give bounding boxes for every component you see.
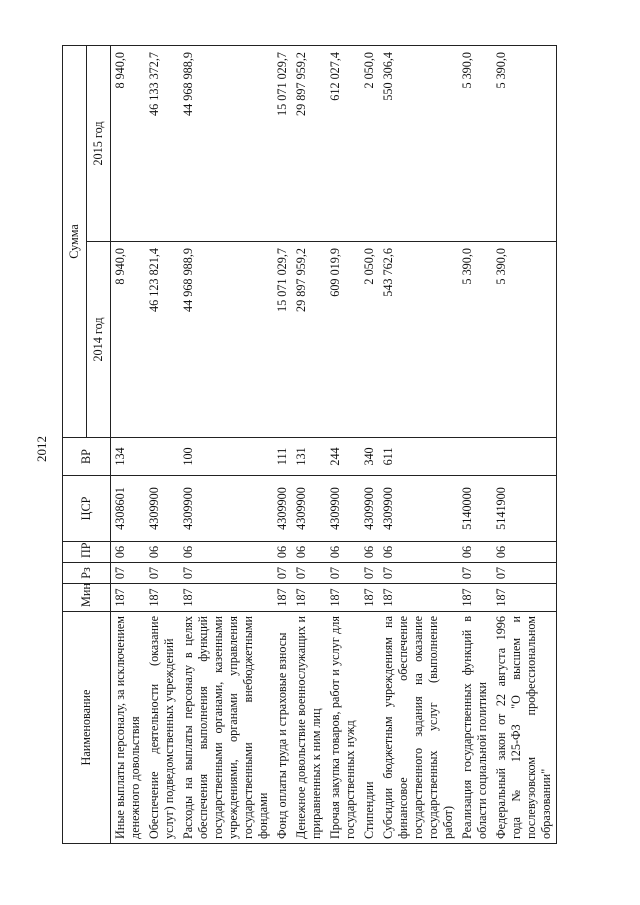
row-name: Реализация государственных функций в области социальной политики: [458, 612, 492, 844]
row-vr: 244: [326, 438, 360, 476]
header-2015: 2015 год: [87, 45, 111, 241]
row-name: Иные выплаты персоналу, за исключением денежного довольствия: [111, 612, 146, 844]
header-rz: Рз: [63, 563, 111, 584]
header-name: Наименование: [63, 612, 111, 844]
row-min: 187: [145, 584, 179, 612]
table-row: [326, 45, 360, 843]
header-sum: Сумма: [63, 45, 87, 437]
header-pr: ПР: [63, 542, 111, 563]
row-csr: 5140000: [458, 476, 492, 542]
row-min: 187: [179, 584, 273, 612]
row-min: 187: [379, 584, 458, 612]
row-pr: 06: [326, 542, 360, 563]
row-min: 187: [360, 584, 379, 612]
row-rz: 07: [179, 563, 273, 584]
row-csr: 5141900: [492, 476, 557, 542]
row-csr: 4309900: [179, 476, 273, 542]
row-rz: 07: [111, 563, 146, 584]
row-vr: 111: [273, 438, 292, 476]
row-pr: 06: [111, 542, 146, 563]
row-sum-2014: 8 940,0: [111, 242, 146, 438]
row-min: 187: [273, 584, 292, 612]
row-sum-2015: 5 390,0: [492, 45, 557, 241]
row-pr: 06: [492, 542, 557, 563]
row-name: Расходы на выплаты персоналу в целях обеспечения выполнения функций государственными органами, казенными учреждениями, органами управления государственными внебюджетными фондами: [179, 612, 273, 844]
row-sum-2014: 29 897 959,2: [292, 242, 326, 438]
row-rz: 07: [145, 563, 179, 584]
rotated-budget-table: [62, 46, 594, 844]
table-body: [111, 45, 557, 843]
row-sum-2015: 612 027,4: [326, 45, 360, 241]
row-pr: 06: [360, 542, 379, 563]
row-vr: [145, 438, 179, 476]
row-sum-2015: 46 133 372,7: [145, 45, 179, 241]
row-vr: 611: [379, 438, 458, 476]
header-2014: 2014 год: [87, 242, 111, 438]
row-csr: 4309900: [379, 476, 458, 542]
row-pr: 06: [458, 542, 492, 563]
row-sum-2015: 29 897 959,2: [292, 45, 326, 241]
row-pr: 06: [379, 542, 458, 563]
row-csr: 4308601: [111, 476, 146, 542]
row-name: Прочая закупка товаров, работ и услуг для государственных нужд: [326, 612, 360, 844]
row-sum-2014: 15 071 029,7: [273, 242, 292, 438]
table-row: [379, 45, 458, 843]
row-sum-2015: 2 050,0: [360, 45, 379, 241]
table-header: [63, 45, 111, 843]
row-sum-2014: 5 390,0: [458, 242, 492, 438]
page-number: 2012: [34, 436, 49, 462]
row-sum-2015: 15 071 029,7: [273, 45, 292, 241]
row-rz: 07: [273, 563, 292, 584]
row-csr: 4309900: [360, 476, 379, 542]
row-sum-2014: 46 123 821,4: [145, 242, 179, 438]
row-rz: 07: [492, 563, 557, 584]
row-vr: 340: [360, 438, 379, 476]
row-sum-2014: 609 019,9: [326, 242, 360, 438]
table-row: [458, 45, 492, 843]
row-sum-2014: 44 968 988,9: [179, 242, 273, 438]
header-csr: ЦСР: [63, 476, 111, 542]
row-rz: 07: [292, 563, 326, 584]
row-name: Федеральный закон от 22 августа 1996 года № 125-ФЗ "О высшем и послевузовском профессиональном образовании": [492, 612, 557, 844]
row-sum-2015: 550 306,4: [379, 45, 458, 241]
row-csr: 4309900: [292, 476, 326, 542]
row-csr: 4309900: [326, 476, 360, 542]
row-sum-2015: 8 940,0: [111, 45, 146, 241]
row-rz: 07: [379, 563, 458, 584]
row-pr: 06: [179, 542, 273, 563]
row-min: 187: [458, 584, 492, 612]
row-sum-2014: 2 050,0: [360, 242, 379, 438]
row-pr: 06: [273, 542, 292, 563]
row-csr: 4309900: [273, 476, 292, 542]
row-pr: 06: [145, 542, 179, 563]
row-rz: 07: [326, 563, 360, 584]
row-vr: 100: [179, 438, 273, 476]
row-sum-2015: 44 968 988,9: [179, 45, 273, 241]
row-name: Стипендии: [360, 612, 379, 844]
header-vr: ВР: [63, 438, 111, 476]
row-name: Обеспечение деятельности (оказание услуг) подведомственных учреждений: [145, 612, 179, 844]
row-sum-2014: 543 762,6: [379, 242, 458, 438]
table-row: [111, 45, 146, 843]
row-sum-2014: 5 390,0: [492, 242, 557, 438]
row-csr: 4309900: [145, 476, 179, 542]
row-rz: 07: [360, 563, 379, 584]
table-row: [145, 45, 179, 843]
row-rz: 07: [458, 563, 492, 584]
row-min: 187: [326, 584, 360, 612]
row-min: 187: [111, 584, 146, 612]
table-row: [492, 45, 557, 843]
row-vr: 134: [111, 438, 146, 476]
table-row: [179, 45, 273, 843]
row-pr: 06: [292, 542, 326, 563]
row-name: Фонд оплаты труда и страховые взносы: [273, 612, 292, 844]
table-row: [360, 45, 379, 843]
header-min: Мин: [63, 584, 111, 612]
table-row: [292, 45, 326, 843]
row-min: 187: [492, 584, 557, 612]
budget-table: [62, 45, 557, 844]
row-name: Денежное довольствие военнослужащих и приравненных к ним лиц: [292, 612, 326, 844]
table-row: [273, 45, 292, 843]
row-min: 187: [292, 584, 326, 612]
row-sum-2015: 5 390,0: [458, 45, 492, 241]
row-name: Субсидии бюджетным учреждениям на финансовое обеспечение государственного задания на оказание государственных услуг (выполнение работ): [379, 612, 458, 844]
row-vr: 131: [292, 438, 326, 476]
row-vr: [458, 438, 492, 476]
row-vr: [492, 438, 557, 476]
